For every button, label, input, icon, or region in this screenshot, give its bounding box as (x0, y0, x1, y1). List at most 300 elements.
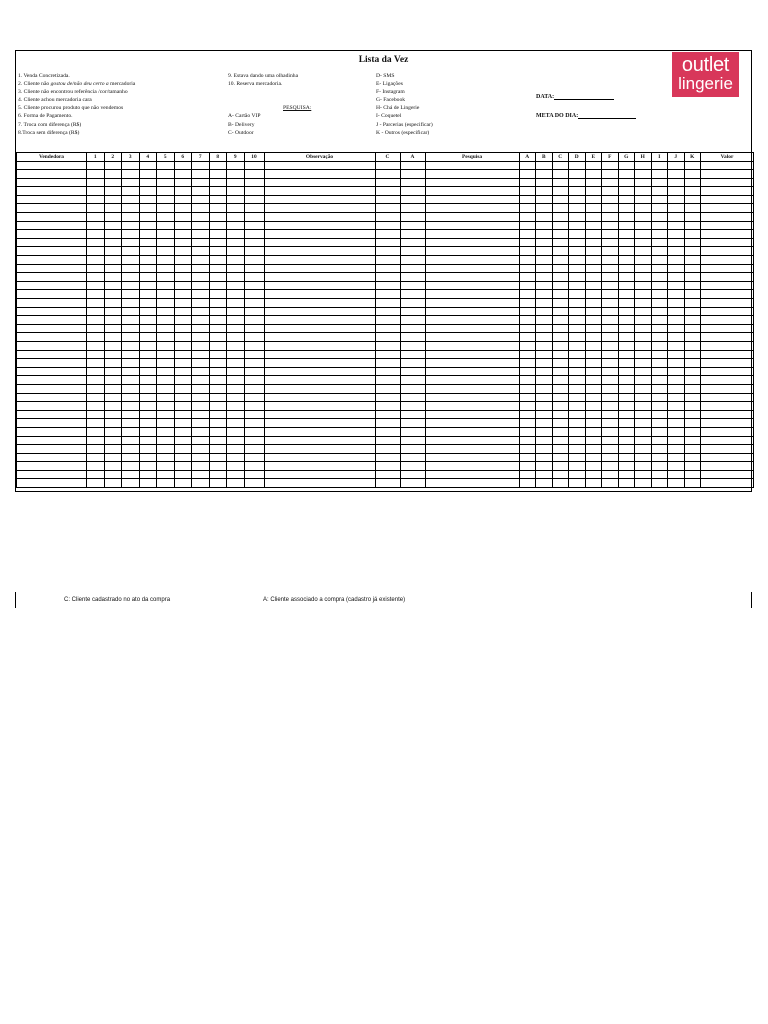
table-cell[interactable] (17, 436, 87, 445)
table-cell[interactable] (139, 213, 157, 222)
table-cell[interactable] (536, 316, 553, 325)
table-cell[interactable] (519, 187, 536, 196)
table-cell[interactable] (701, 324, 754, 333)
table-cell[interactable] (635, 384, 652, 393)
table-cell[interactable] (227, 204, 245, 213)
table-cell[interactable] (569, 161, 586, 170)
table-cell[interactable] (122, 281, 140, 290)
table-cell[interactable] (192, 221, 210, 230)
table-cell[interactable] (425, 384, 519, 393)
table-cell[interactable] (536, 213, 553, 222)
table-cell[interactable] (701, 299, 754, 308)
table-cell[interactable] (684, 307, 701, 316)
table-cell[interactable] (569, 402, 586, 411)
table-cell[interactable] (425, 359, 519, 368)
table-cell[interactable] (618, 402, 635, 411)
table-cell[interactable] (701, 445, 754, 454)
table-cell[interactable] (174, 307, 192, 316)
date-field[interactable] (536, 93, 614, 100)
table-cell[interactable] (87, 230, 105, 239)
table-cell[interactable] (174, 470, 192, 479)
table-cell[interactable] (585, 393, 602, 402)
table-cell[interactable] (651, 230, 668, 239)
table-cell[interactable] (192, 299, 210, 308)
table-cell[interactable] (635, 281, 652, 290)
table-cell[interactable] (635, 359, 652, 368)
table-cell[interactable] (552, 333, 569, 342)
table-cell[interactable] (519, 453, 536, 462)
table-cell[interactable] (209, 299, 227, 308)
table-cell[interactable] (192, 170, 210, 179)
table-cell[interactable] (139, 170, 157, 179)
table-cell[interactable] (17, 204, 87, 213)
table-cell[interactable] (192, 410, 210, 419)
table-cell[interactable] (264, 307, 375, 316)
table-cell[interactable] (227, 341, 245, 350)
table-cell[interactable] (684, 376, 701, 385)
table-cell[interactable] (244, 170, 264, 179)
table-cell[interactable] (157, 445, 175, 454)
table-cell[interactable] (519, 170, 536, 179)
table-cell[interactable] (17, 350, 87, 359)
table-cell[interactable] (425, 462, 519, 471)
table-cell[interactable] (227, 410, 245, 419)
table-cell[interactable] (174, 256, 192, 265)
table-cell[interactable] (157, 453, 175, 462)
table-cell[interactable] (425, 470, 519, 479)
table-cell[interactable] (264, 470, 375, 479)
table-cell[interactable] (519, 230, 536, 239)
table-cell[interactable] (104, 178, 122, 187)
table-cell[interactable] (400, 178, 425, 187)
table-cell[interactable] (668, 376, 685, 385)
table-cell[interactable] (122, 238, 140, 247)
table-cell[interactable] (192, 359, 210, 368)
table-cell[interactable] (701, 307, 754, 316)
table-cell[interactable] (618, 221, 635, 230)
table-cell[interactable] (701, 178, 754, 187)
table-cell[interactable] (400, 307, 425, 316)
table-cell[interactable] (264, 299, 375, 308)
table-cell[interactable] (139, 436, 157, 445)
table-cell[interactable] (227, 402, 245, 411)
table-cell[interactable] (668, 393, 685, 402)
table-cell[interactable] (651, 367, 668, 376)
table-cell[interactable] (122, 419, 140, 428)
table-cell[interactable] (157, 419, 175, 428)
table-cell[interactable] (585, 384, 602, 393)
table-cell[interactable] (174, 410, 192, 419)
table-cell[interactable] (139, 419, 157, 428)
table-cell[interactable] (139, 221, 157, 230)
table-cell[interactable] (602, 419, 619, 428)
table-cell[interactable] (425, 402, 519, 411)
table-cell[interactable] (17, 367, 87, 376)
table-cell[interactable] (519, 436, 536, 445)
table-cell[interactable] (536, 436, 553, 445)
table-cell[interactable] (651, 316, 668, 325)
table-cell[interactable] (668, 402, 685, 411)
table-cell[interactable] (701, 470, 754, 479)
table-cell[interactable] (536, 384, 553, 393)
table-cell[interactable] (192, 316, 210, 325)
table-cell[interactable] (122, 195, 140, 204)
table-cell[interactable] (536, 462, 553, 471)
table-cell[interactable] (104, 204, 122, 213)
table-cell[interactable] (536, 281, 553, 290)
table-cell[interactable] (87, 384, 105, 393)
table-cell[interactable] (585, 170, 602, 179)
table-cell[interactable] (425, 256, 519, 265)
table-cell[interactable] (87, 273, 105, 282)
table-cell[interactable] (244, 436, 264, 445)
table-cell[interactable] (264, 324, 375, 333)
table-cell[interactable] (104, 316, 122, 325)
table-cell[interactable] (602, 479, 619, 488)
table-cell[interactable] (122, 213, 140, 222)
table-cell[interactable] (157, 161, 175, 170)
table-cell[interactable] (209, 290, 227, 299)
table-cell[interactable] (684, 170, 701, 179)
table-cell[interactable] (569, 462, 586, 471)
table-cell[interactable] (425, 324, 519, 333)
table-cell[interactable] (701, 384, 754, 393)
table-cell[interactable] (192, 204, 210, 213)
table-cell[interactable] (519, 161, 536, 170)
table-cell[interactable] (569, 213, 586, 222)
table-cell[interactable] (227, 470, 245, 479)
table-cell[interactable] (209, 427, 227, 436)
table-cell[interactable] (701, 204, 754, 213)
table-cell[interactable] (174, 462, 192, 471)
table-cell[interactable] (618, 264, 635, 273)
table-cell[interactable] (651, 187, 668, 196)
table-cell[interactable] (684, 161, 701, 170)
table-cell[interactable] (122, 470, 140, 479)
table-cell[interactable] (701, 341, 754, 350)
table-cell[interactable] (425, 264, 519, 273)
table-cell[interactable] (209, 281, 227, 290)
table-cell[interactable] (519, 479, 536, 488)
table-cell[interactable] (139, 384, 157, 393)
table-cell[interactable] (552, 221, 569, 230)
table-cell[interactable] (618, 410, 635, 419)
table-cell[interactable] (244, 178, 264, 187)
table-cell[interactable] (375, 195, 400, 204)
table-cell[interactable] (209, 367, 227, 376)
table-cell[interactable] (552, 316, 569, 325)
table-cell[interactable] (264, 384, 375, 393)
table-cell[interactable] (701, 393, 754, 402)
table-cell[interactable] (157, 230, 175, 239)
table-cell[interactable] (104, 221, 122, 230)
table-cell[interactable] (87, 393, 105, 402)
table-cell[interactable] (104, 256, 122, 265)
table-cell[interactable] (174, 419, 192, 428)
table-cell[interactable] (425, 376, 519, 385)
table-cell[interactable] (139, 307, 157, 316)
table-cell[interactable] (122, 410, 140, 419)
table-cell[interactable] (375, 479, 400, 488)
table-cell[interactable] (139, 281, 157, 290)
table-cell[interactable] (635, 419, 652, 428)
table-cell[interactable] (139, 470, 157, 479)
table-cell[interactable] (651, 204, 668, 213)
table-cell[interactable] (174, 333, 192, 342)
table-cell[interactable] (87, 333, 105, 342)
table-cell[interactable] (519, 213, 536, 222)
table-cell[interactable] (104, 419, 122, 428)
table-cell[interactable] (569, 470, 586, 479)
table-cell[interactable] (400, 204, 425, 213)
table-cell[interactable] (519, 359, 536, 368)
table-cell[interactable] (602, 238, 619, 247)
table-cell[interactable] (701, 281, 754, 290)
table-cell[interactable] (651, 221, 668, 230)
table-cell[interactable] (400, 170, 425, 179)
table-cell[interactable] (192, 307, 210, 316)
table-cell[interactable] (122, 479, 140, 488)
table-cell[interactable] (227, 436, 245, 445)
table-cell[interactable] (651, 436, 668, 445)
table-cell[interactable] (552, 299, 569, 308)
table-cell[interactable] (425, 350, 519, 359)
table-cell[interactable] (122, 436, 140, 445)
table-cell[interactable] (139, 462, 157, 471)
table-cell[interactable] (684, 402, 701, 411)
table-cell[interactable] (87, 462, 105, 471)
table-cell[interactable] (17, 316, 87, 325)
table-cell[interactable] (569, 221, 586, 230)
table-cell[interactable] (651, 281, 668, 290)
table-cell[interactable] (684, 213, 701, 222)
table-cell[interactable] (618, 479, 635, 488)
table-cell[interactable] (17, 462, 87, 471)
table-cell[interactable] (139, 247, 157, 256)
table-cell[interactable] (519, 419, 536, 428)
table-cell[interactable] (684, 333, 701, 342)
table-cell[interactable] (425, 273, 519, 282)
table-cell[interactable] (552, 307, 569, 316)
table-cell[interactable] (651, 264, 668, 273)
table-cell[interactable] (569, 256, 586, 265)
table-cell[interactable] (602, 178, 619, 187)
table-cell[interactable] (569, 187, 586, 196)
table-cell[interactable] (375, 445, 400, 454)
table-cell[interactable] (227, 187, 245, 196)
table-cell[interactable] (375, 402, 400, 411)
table-cell[interactable] (585, 247, 602, 256)
table-cell[interactable] (585, 256, 602, 265)
table-cell[interactable] (174, 384, 192, 393)
table-cell[interactable] (552, 376, 569, 385)
table-cell[interactable] (684, 256, 701, 265)
table-cell[interactable] (400, 427, 425, 436)
table-cell[interactable] (375, 178, 400, 187)
table-cell[interactable] (104, 299, 122, 308)
table-cell[interactable] (87, 324, 105, 333)
table-cell[interactable] (585, 359, 602, 368)
table-cell[interactable] (244, 238, 264, 247)
table-cell[interactable] (209, 402, 227, 411)
table-cell[interactable] (139, 402, 157, 411)
table-cell[interactable] (552, 427, 569, 436)
table-cell[interactable] (425, 213, 519, 222)
table-cell[interactable] (209, 195, 227, 204)
table-cell[interactable] (104, 238, 122, 247)
table-cell[interactable] (375, 316, 400, 325)
table-cell[interactable] (400, 273, 425, 282)
table-cell[interactable] (569, 170, 586, 179)
table-cell[interactable] (209, 230, 227, 239)
table-cell[interactable] (400, 376, 425, 385)
table-cell[interactable] (122, 324, 140, 333)
table-cell[interactable] (536, 187, 553, 196)
table-cell[interactable] (701, 187, 754, 196)
table-cell[interactable] (602, 453, 619, 462)
table-cell[interactable] (227, 453, 245, 462)
table-cell[interactable] (651, 161, 668, 170)
table-cell[interactable] (122, 178, 140, 187)
table-cell[interactable] (701, 264, 754, 273)
table-cell[interactable] (651, 333, 668, 342)
table-cell[interactable] (569, 247, 586, 256)
table-cell[interactable] (104, 427, 122, 436)
table-cell[interactable] (701, 290, 754, 299)
table-cell[interactable] (651, 307, 668, 316)
table-cell[interactable] (552, 445, 569, 454)
table-cell[interactable] (192, 187, 210, 196)
table-cell[interactable] (668, 230, 685, 239)
table-cell[interactable] (244, 299, 264, 308)
table-cell[interactable] (375, 204, 400, 213)
table-cell[interactable] (17, 256, 87, 265)
table-cell[interactable] (87, 402, 105, 411)
table-cell[interactable] (552, 273, 569, 282)
table-cell[interactable] (651, 195, 668, 204)
table-cell[interactable] (400, 367, 425, 376)
table-cell[interactable] (174, 290, 192, 299)
table-cell[interactable] (400, 462, 425, 471)
table-cell[interactable] (375, 273, 400, 282)
table-cell[interactable] (585, 436, 602, 445)
table-cell[interactable] (400, 247, 425, 256)
table-cell[interactable] (651, 427, 668, 436)
table-cell[interactable] (635, 462, 652, 471)
table-cell[interactable] (104, 445, 122, 454)
table-cell[interactable] (552, 410, 569, 419)
table-cell[interactable] (569, 281, 586, 290)
table-cell[interactable] (519, 333, 536, 342)
table-cell[interactable] (668, 307, 685, 316)
table-cell[interactable] (668, 384, 685, 393)
table-cell[interactable] (668, 453, 685, 462)
table-cell[interactable] (174, 350, 192, 359)
table-cell[interactable] (635, 187, 652, 196)
table-cell[interactable] (87, 170, 105, 179)
table-cell[interactable] (602, 402, 619, 411)
table-cell[interactable] (209, 479, 227, 488)
table-cell[interactable] (157, 402, 175, 411)
table-cell[interactable] (264, 410, 375, 419)
table-cell[interactable] (536, 419, 553, 428)
table-cell[interactable] (668, 264, 685, 273)
table-cell[interactable] (552, 359, 569, 368)
table-cell[interactable] (17, 341, 87, 350)
table-cell[interactable] (400, 453, 425, 462)
table-cell[interactable] (651, 247, 668, 256)
table-cell[interactable] (264, 350, 375, 359)
table-cell[interactable] (139, 359, 157, 368)
table-cell[interactable] (157, 213, 175, 222)
table-cell[interactable] (425, 204, 519, 213)
table-cell[interactable] (264, 367, 375, 376)
table-cell[interactable] (684, 436, 701, 445)
table-cell[interactable] (227, 427, 245, 436)
table-cell[interactable] (635, 402, 652, 411)
table-cell[interactable] (17, 402, 87, 411)
table-cell[interactable] (684, 178, 701, 187)
table-cell[interactable] (668, 445, 685, 454)
table-cell[interactable] (244, 384, 264, 393)
table-cell[interactable] (157, 221, 175, 230)
table-cell[interactable] (157, 359, 175, 368)
table-cell[interactable] (192, 436, 210, 445)
table-cell[interactable] (536, 350, 553, 359)
table-cell[interactable] (668, 195, 685, 204)
table-cell[interactable] (602, 384, 619, 393)
table-cell[interactable] (569, 445, 586, 454)
table-cell[interactable] (104, 479, 122, 488)
table-cell[interactable] (536, 324, 553, 333)
table-cell[interactable] (618, 204, 635, 213)
table-cell[interactable] (618, 256, 635, 265)
table-cell[interactable] (87, 410, 105, 419)
table-cell[interactable] (87, 479, 105, 488)
table-cell[interactable] (618, 230, 635, 239)
table-cell[interactable] (536, 410, 553, 419)
table-cell[interactable] (552, 453, 569, 462)
table-cell[interactable] (668, 161, 685, 170)
table-cell[interactable] (104, 341, 122, 350)
table-cell[interactable] (635, 264, 652, 273)
table-cell[interactable] (17, 453, 87, 462)
table-cell[interactable] (400, 350, 425, 359)
table-cell[interactable] (618, 273, 635, 282)
table-cell[interactable] (684, 195, 701, 204)
table-cell[interactable] (651, 170, 668, 179)
table-cell[interactable] (425, 393, 519, 402)
table-cell[interactable] (209, 307, 227, 316)
table-cell[interactable] (157, 316, 175, 325)
table-cell[interactable] (635, 170, 652, 179)
table-cell[interactable] (684, 462, 701, 471)
table-cell[interactable] (552, 384, 569, 393)
table-cell[interactable] (701, 479, 754, 488)
table-cell[interactable] (227, 195, 245, 204)
table-cell[interactable] (536, 479, 553, 488)
table-cell[interactable] (519, 299, 536, 308)
table-cell[interactable] (425, 367, 519, 376)
table-cell[interactable] (701, 221, 754, 230)
table-cell[interactable] (209, 470, 227, 479)
table-cell[interactable] (425, 299, 519, 308)
table-cell[interactable] (569, 393, 586, 402)
table-cell[interactable] (651, 453, 668, 462)
table-cell[interactable] (227, 393, 245, 402)
table-cell[interactable] (139, 299, 157, 308)
table-cell[interactable] (536, 290, 553, 299)
